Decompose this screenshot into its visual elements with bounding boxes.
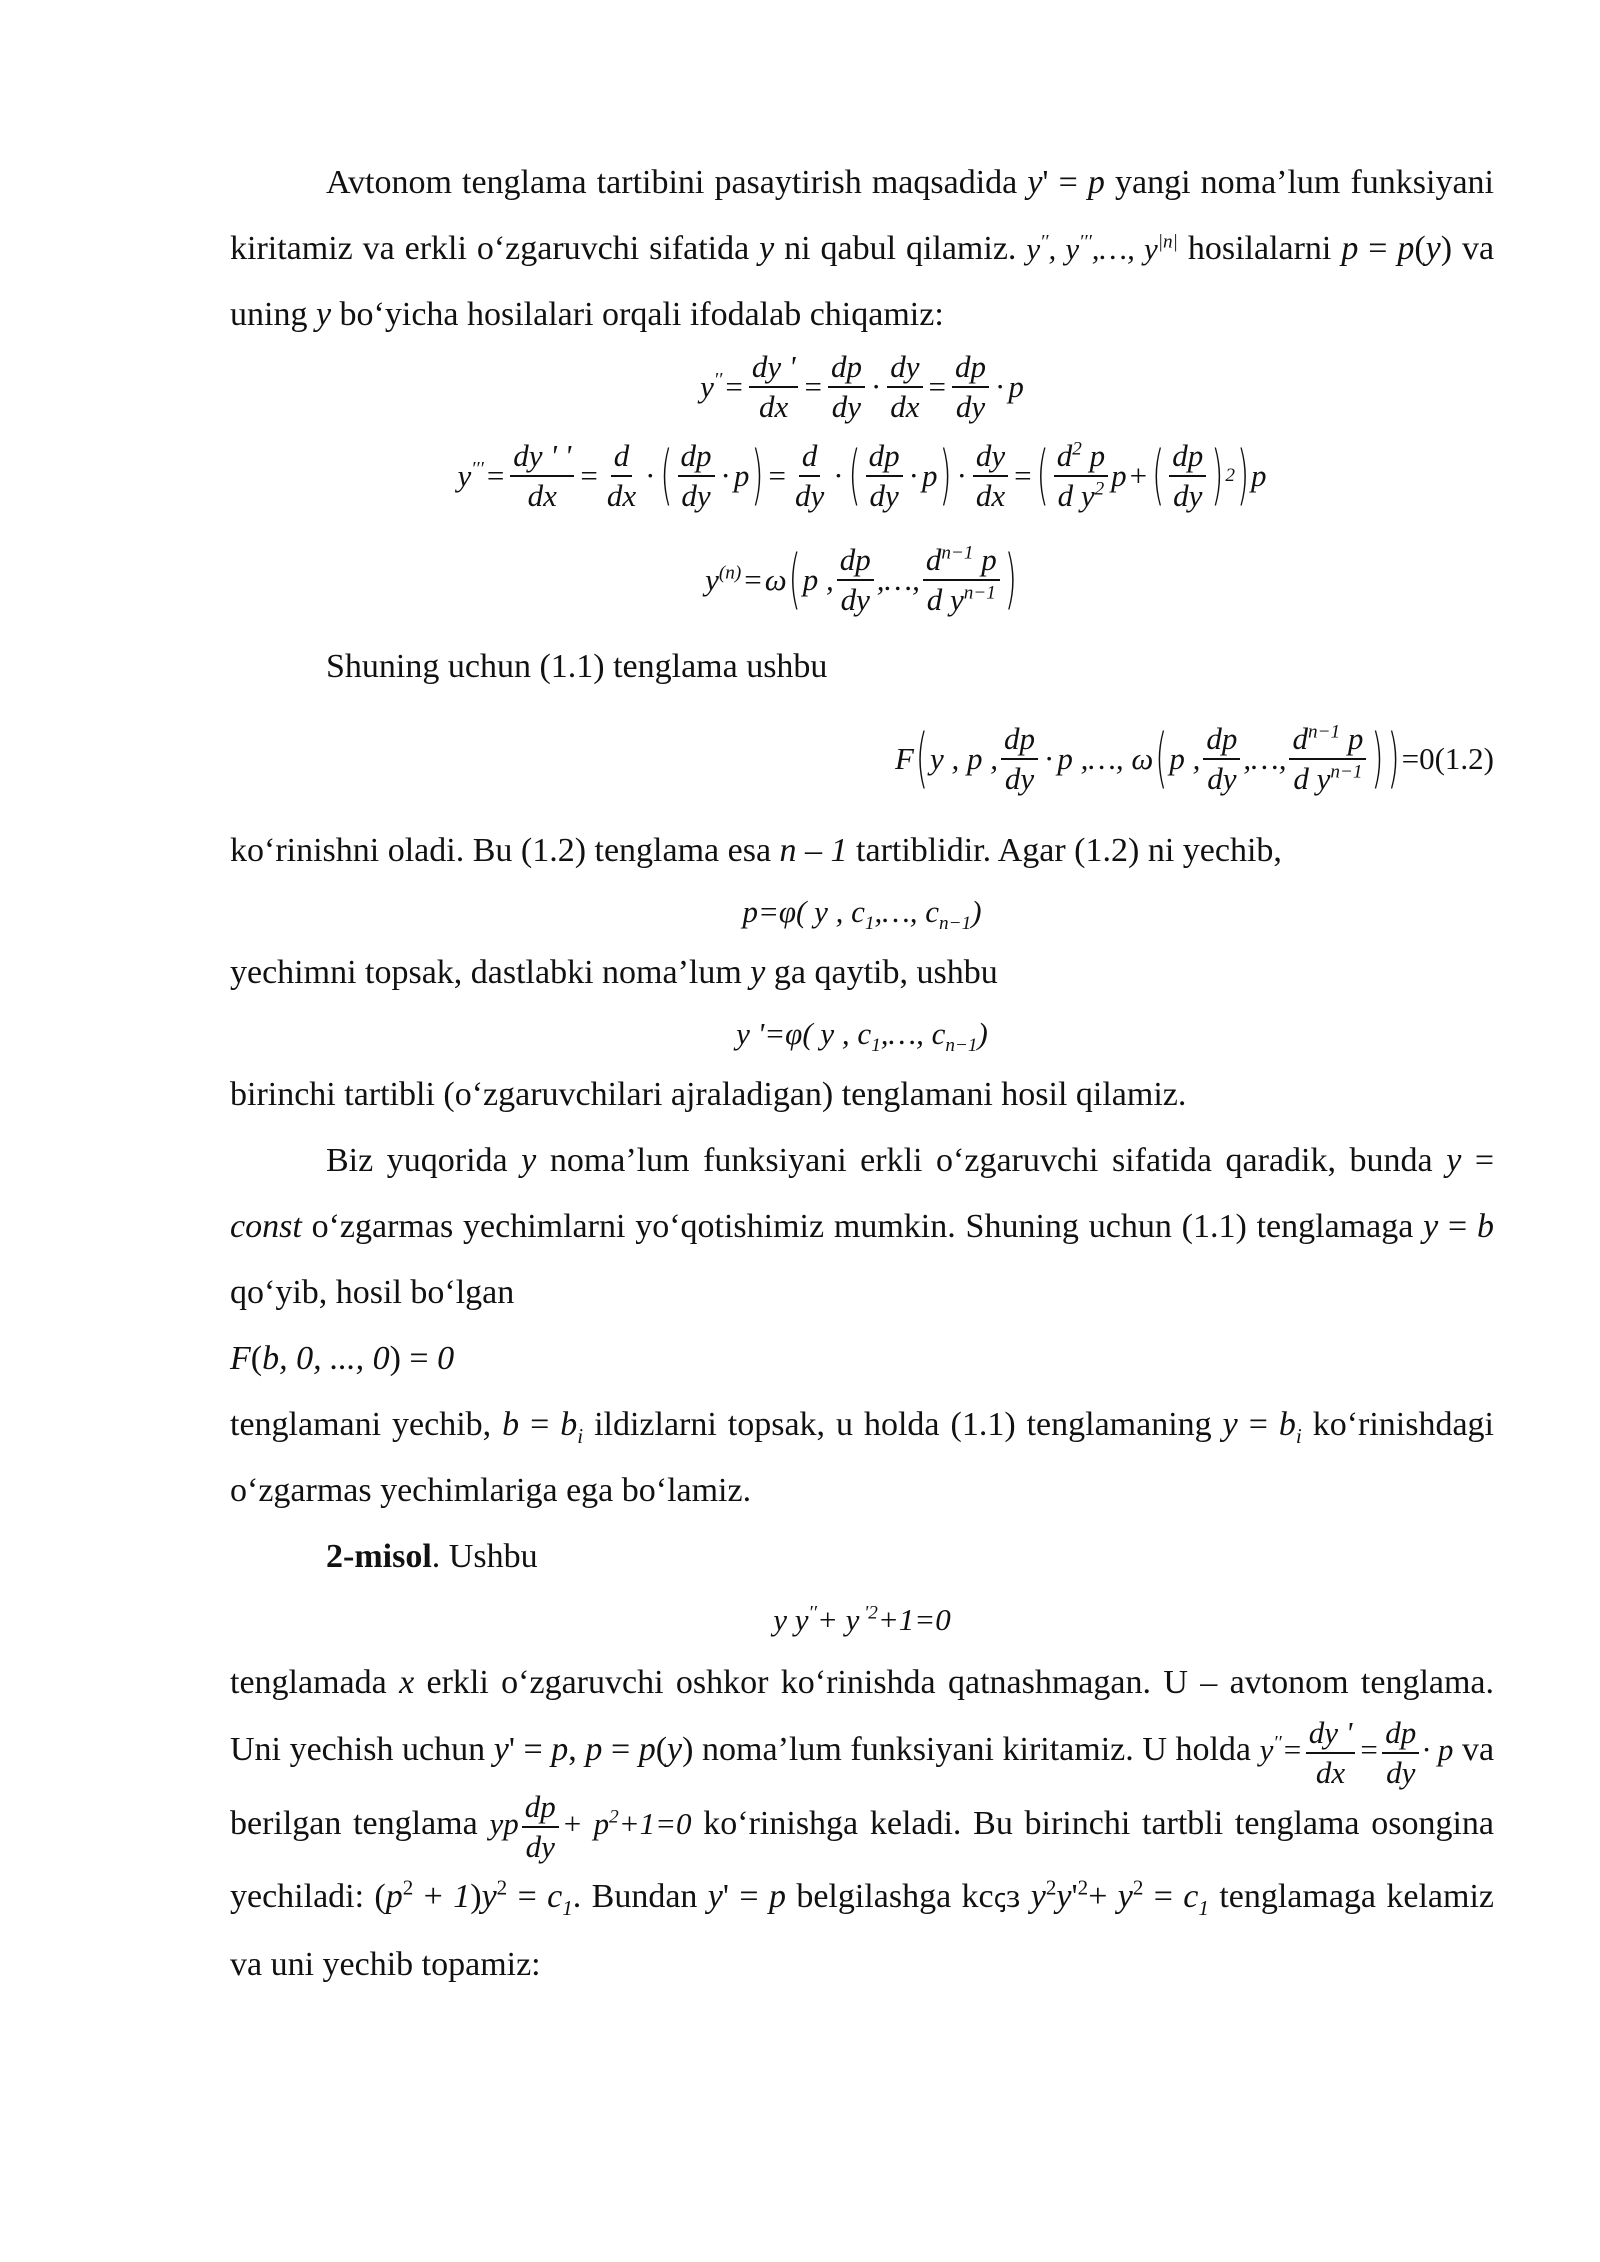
equation-y-prime-phi: y '=φ( y , $c_1,\dots$, $c_{n-1}$) [736,1016,988,1057]
equation-nth-derivative: $y^{(n)}$ = ω ( p , $\frac{dp}{dy}$ ,…, $\frac{d^{n-1} p}{d y^{n-1}}$ ) [705,542,1017,618]
paragraph-5: birinchi tartibli (o‘zgaruvchilari ajraladigan) tenglamani hosil qilamiz. [230,1076,1187,1113]
equation-1-2: F ( y , p , $\frac{dp}{dy}$ · p ,…, ω ( p , $\frac{dp}{dy}$ ,…, $\frac{d^{n-1} p}{d y^{n-1}}$ ) ) =0(1.2) [894,721,1494,797]
paragraph-1: Avtonom tenglama tartibini pasaytirish maqsadida y' = p yangi noma’lum funksiyani kiritamiz va erkli o‘zgaruvchi sifatida y ni qabul qilamiz. y′′, y′′′,…, $y^{|n|}$ hosilalarni p = p(y) va uning y bo‘yicha hosilalari orqali ifodalab chiqamiz: [230,164,1495,333]
equation-p-phi: p=φ( y , $c_1,\dots$, $c_{n-1}$) [742,894,982,935]
example-heading: 2-misol. Ushbu [326,1538,538,1575]
document-page [230,150,1494,1998]
paragraph-6: Biz yuqorida y noma’lum funksiyani erkli o‘zgaruvchi sifatida qaradik, bunda y = const o‘zgarmas yechimlarni yo‘qotishimiz mumkin. Shuning uchun (1.1) tenglamaga y = b qo‘yib, hosil bo‘lgan [230,1142,1495,1311]
paragraph-4: yechimni topsak, dastlabki noma’lum y ga qaytib, ushbu [230,954,998,991]
equation-F-b: F(b, 0, ..., 0) = 0 [230,1340,455,1377]
paragraph-2: Shuning uchun (1.1) tenglama ushbu [326,648,828,685]
equation-second-derivative: y′′ = $\frac{dy '}{dx}$ = $\frac{dp}{dy}$ · $\frac{dy}{dx}$ = $\frac{dp}{dy}$ · p [700,349,1024,424]
paragraph-8: tenglamada x erkli o‘zgaruvchi oshkor ko‘rinishda qatnashmagan. U – avtonom tenglama. Uni yechish uchun y' = p, p = p(y) noma’lum funksiyani kiritamiz. U holda y′′= $\frac{dy '}{dx}$ = $\frac{dp}{dy}$ · p va berilgan tenglama yp $\frac{dp}{dy}$ + $p^2+1=0$ ko‘rinishga keladi. Bu birinchi tartbli tenglama osongina yechiladi: $(p^2 + 1)y^2 = c_1$. Bundan y' = p belgilashga kcꞔɜ $y^2y'^2+ y^2 = c_1$ tenglamaga kelamiz va uni yechib topamiz: [230,1664,1495,1983]
equation-example: y y′′+ y $^{'2}$+1=0 [773,1602,951,1637]
paragraph-3: ko‘rinishni oladi. Bu (1.2) tenglama esa n – 1 tartiblidir. Agar (1.2) ni yechib, [230,832,1282,869]
equation-third-derivative: y′′′ = $\frac{dy ' '}{dx}$ = $\frac{d}{dx}$ · ( $\frac{dp}{dy}$ · p ) = $\frac{d}{dy}$ · ( $\frac{dp}{dy}$ · p ) · $\frac{dy}{dx}$ = ( $\frac{d^2 p}{d y^2}$ p + ( $\frac{dp}{dy}$ ) 2 ) p [457,438,1267,514]
paragraph-7: tenglamani yechib, $b = b_i$ ildizlarni topsak, u holda (1.1) tenglamaning $y = b_i$ ko‘rinishdagi o‘zgarmas yechimlariga ega bo‘lamiz. [230,1406,1494,1509]
